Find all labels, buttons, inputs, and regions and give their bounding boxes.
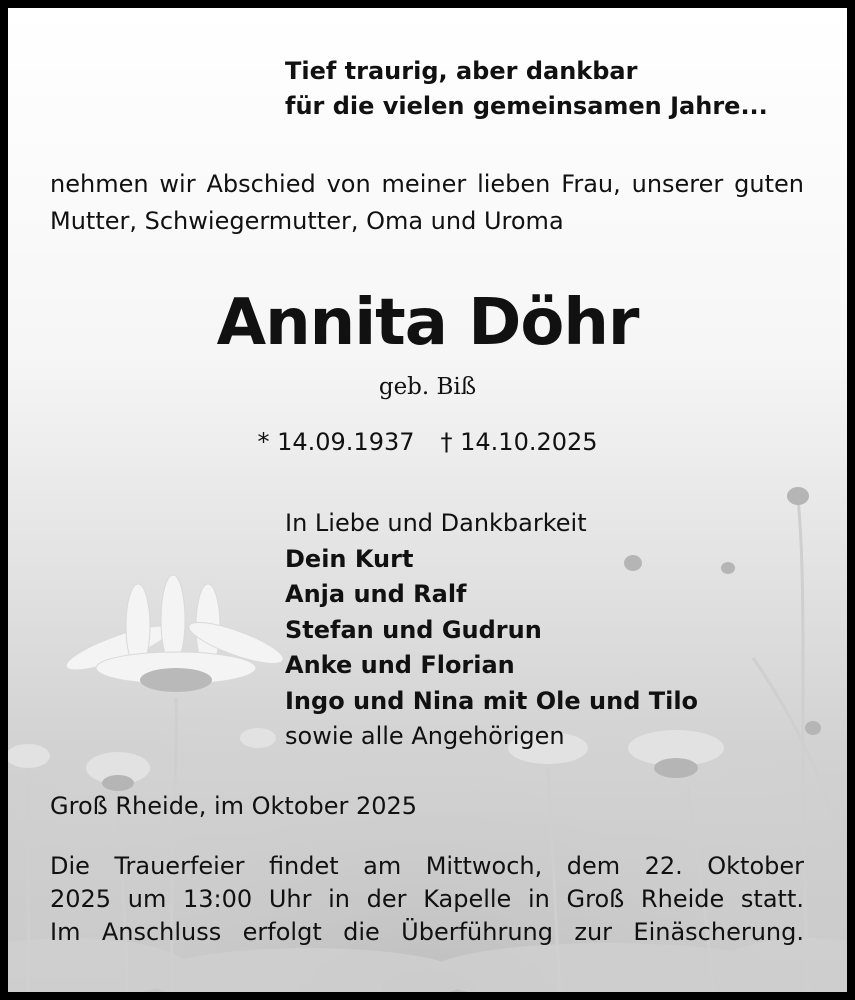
lead-text: nehmen wir Abschied von meiner lieben Frau, unserer guten Mutter, Schwiegermutter, Oma und Uroma [50,170,804,235]
intro-text [285,54,768,124]
mourners-intro: In Liebe und Dankbarkeit [285,509,587,537]
funeral-info [50,850,804,949]
funeral-line-3: Im Anschluss erfolgt die Überführung zur Einäscherung. [50,918,804,946]
mourner-name: Anke und Florian [285,651,515,679]
mourner-name: Stefan und Gudrun [285,615,542,644]
mourner-name: Ingo und Nina mit Ole und Tilo [285,686,699,715]
intro-line-2: für die vielen gemeinsamen Jahre... [285,92,768,120]
funeral-line-1: Die Trauerfeier findet am Mittwoch, dem 22. Oktober [50,852,804,880]
mourners-outro: sowie alle Angehörigen [285,722,565,750]
intro-line-1: Tief traurig, aber dankbar [285,57,638,85]
mourner-name: Dein Kurt [285,544,414,573]
birth-name: geb. Biß [378,374,477,400]
flower-meadow-background [8,8,847,992]
place-date: Groß Rheide, im Oktober 2025 [50,792,418,820]
death-date: † 14.10.2025 [440,428,598,456]
deceased-name: Annita Döhr [216,286,639,360]
funeral-line-2: 2025 um 13:00 Uhr in der Kapelle in Groß Rheide statt. [50,885,804,913]
life-dates [8,428,847,456]
mourners-list [285,506,698,755]
mourner-name: Anja und Ralf [285,580,467,608]
birth-date: * 14.09.1937 [257,428,415,456]
